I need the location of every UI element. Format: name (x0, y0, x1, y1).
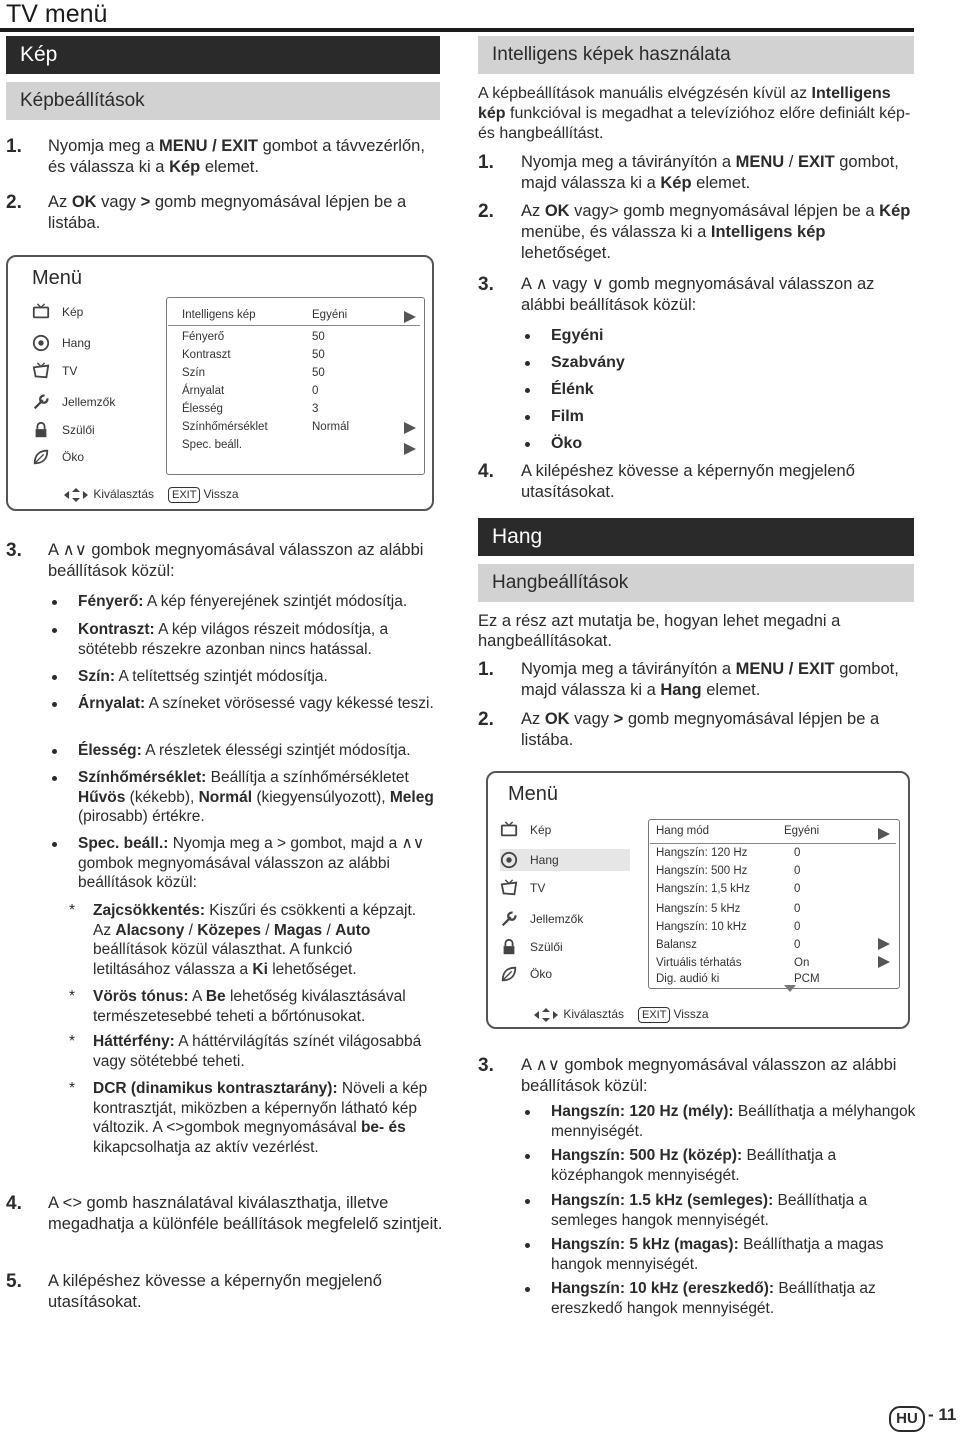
header-label: Hang mód (656, 825, 710, 837)
picture-menu-screenshot (6, 255, 434, 511)
menu-side-item[interactable] (32, 391, 162, 413)
step-text: Az OK vagy > gomb megnyomásával lépjen be a listába. (521, 710, 880, 749)
arrow-right-icon (404, 422, 416, 434)
settings-row-value: Normál (312, 421, 350, 433)
step-text: A ∧∨ gombok megnyomásával válasszon az alábbi beállítások közül: (521, 1056, 897, 1095)
settings-row-value: 3 (312, 403, 319, 415)
divider (168, 325, 420, 326)
tv-icon (32, 303, 50, 321)
preset-item: Öko (551, 435, 583, 452)
step-text: Nyomja meg a MENU / EXIT gombot a távvezérlőn, és válassza ki a Kép elemet. (48, 137, 425, 176)
menu-side-item-label: TV (530, 881, 546, 895)
settings-row-value: 0 (794, 883, 801, 895)
menu-side-item[interactable] (500, 963, 630, 985)
header-value: Egyéni (312, 309, 348, 321)
bullet-item: Fényerő: A kép fényerejének szintjét módosítja. (78, 592, 450, 612)
settings-row-label[interactable]: Kontraszt (182, 349, 231, 361)
menu-side-item-label: Hang (62, 336, 91, 350)
footer-select (62, 487, 154, 502)
menu-side-item[interactable] (500, 936, 630, 958)
preset-item: Élénk (551, 381, 594, 398)
header-value: Egyéni (784, 825, 820, 837)
step-number: 2. (6, 192, 22, 213)
preset-item: Szabvány (551, 354, 625, 371)
settings-row-value: 0 (794, 847, 801, 859)
bullet-item: Hangszín: 5 kHz (magas): Beállíthatja a magas hangok mennyiségét. (551, 1235, 921, 1274)
tv-icon (500, 821, 518, 839)
section-kep-header: Kép (6, 36, 440, 74)
sub-option-item: * Háttérfény: A háttérvilágítás színét világosabbá vagy sötétebbé teheti. (69, 1033, 422, 1070)
settings-row-value: 50 (312, 367, 325, 379)
footer-select-label: Kiválasztás (563, 1007, 625, 1021)
menu-side-item-label: Hang (530, 853, 559, 867)
menu-side-item-label: Szülői (62, 423, 95, 437)
menu-side-item[interactable] (500, 849, 630, 871)
settings-row-value: On (794, 957, 810, 969)
bullet-item: Hangszín: 120 Hz (mély): Beállíthatja a mélyhangok mennyiségét. (551, 1102, 921, 1141)
bullet-item: Színhőmérséklet: Beállítja a színhőmérsékletet Hűvös (kékebb), Normál (kiegyensúlyozott), Meleg (pirosabb) értékre. (78, 768, 450, 827)
header-label: Intelligens kép (182, 309, 256, 321)
settings-row-value: PCM (794, 973, 820, 985)
step-number: 4. (478, 461, 494, 482)
settings-row-value: 0 (794, 921, 801, 933)
bullet-item: Élesség: A részletek élességi szintjét módosítja. (78, 741, 450, 761)
settings-row-label[interactable]: Spec. beáll. (182, 439, 243, 451)
arrow-right-icon (404, 311, 416, 323)
step-text: Az OK vagy > gomb megnyomásával lépjen be a listába. (48, 193, 407, 232)
settings-row-label[interactable]: Dig. audió ki (656, 973, 720, 985)
footer-back (168, 487, 239, 503)
step-number: 2. (478, 201, 494, 222)
settings-row-label[interactable]: Balansz (656, 939, 697, 951)
lock-icon (500, 938, 518, 956)
title-rule (0, 28, 914, 32)
section-hang-header: Hang (478, 518, 914, 556)
arrow-right-icon (878, 938, 890, 950)
step-text: Az OK vagy> gomb megnyomásával lépjen be a Kép menübe, és válassza ki a Intelligens kép lehetőséget. (521, 202, 911, 262)
settings-row-label[interactable]: Virtuális térhatás (656, 957, 742, 969)
bullet-item: Hangszín: 10 kHz (ereszkedő): Beállíthatja az ereszkedő hangok mennyiségét. (551, 1279, 921, 1318)
arrow-right-icon (878, 956, 890, 968)
antenna-tv-icon (500, 879, 518, 897)
menu-side-item[interactable] (32, 360, 162, 382)
leaf-icon (500, 965, 518, 983)
step-text: Nyomja meg a távirányítón a MENU / EXIT gombot, majd válassza ki a Hang elemet. (521, 660, 899, 699)
bullet-item: Hangszín: 500 Hz (közép): Beállíthatja a középhangok mennyiségét. (551, 1146, 921, 1185)
menu-title: Menü (508, 783, 559, 805)
page-title: TV menü (6, 0, 108, 28)
step-number: 3. (478, 274, 494, 295)
menu-side-item[interactable] (32, 332, 162, 354)
antenna-tv-icon (32, 362, 50, 380)
menu-title: Menü (32, 267, 83, 289)
menu-side-item[interactable] (500, 908, 630, 930)
footer-back-label: Vissza (203, 487, 239, 501)
settings-row-label[interactable]: Szín (182, 367, 206, 379)
subsection-kepbeallitasok: Képbeállítások (6, 82, 440, 120)
lock-icon (32, 421, 50, 439)
footer-select (532, 1007, 624, 1022)
section-intelligens-header: Intelligens képek használata (478, 36, 914, 74)
menu-side-item-label: Kép (62, 305, 84, 319)
step-number: 4. (6, 1193, 22, 1214)
settings-row-label[interactable]: Hangszín: 1,5 kHz (656, 883, 750, 895)
menu-side-item[interactable] (32, 419, 162, 441)
menu-side-item[interactable] (500, 819, 630, 841)
step-number: 5. (6, 1271, 22, 1292)
menu-side-item[interactable] (32, 446, 162, 468)
navigate-icon (532, 1008, 560, 1022)
sub-option-item: * Vörös tónus: A Be lehetőség kiválasztásával természetesebbé teheti a bőrtónusokat. (69, 988, 406, 1025)
page-number: - 11 (928, 1405, 957, 1424)
bullet-item: Kontraszt: A kép világos részeit módosítja, a sötétebb részekre azonban nincs hatással. (78, 620, 450, 659)
footer-back (638, 1007, 709, 1023)
menu-side-item[interactable] (32, 301, 162, 323)
leaf-icon (32, 448, 50, 466)
bullet-item: Szín: A telítettség szintjét módosítja. (78, 667, 450, 687)
step-text: A <> gomb használatával kiválaszthatja, illetve megadhatja a különféle beállítások megfelelő szintjeit. (48, 1194, 443, 1233)
navigate-icon (62, 488, 90, 502)
intro-paragraph-2: Ez a rész azt mutatja be, hogyan lehet megadni a hangbeállításokat. (478, 612, 841, 650)
sub-option-item: * Zajcsökkentés: Kiszűri és csökkenti a képzajt. Az Alacsony / Közepes / Magas / Auto beállítások közül választhat. A funkció letiltásához válassza a Ki lehetőséget. (69, 902, 417, 978)
step-text: A ∧ vagy ∨ gomb megnyomásával válasszon az alábbi beállítások közül: (521, 275, 875, 314)
menu-side-item-label: Jellemzők (62, 395, 116, 409)
tools-icon (500, 910, 518, 928)
arrow-right-icon (878, 828, 890, 840)
settings-row-label[interactable]: Színhőmérséklet (182, 421, 268, 433)
settings-row-label[interactable]: Hangszín: 500 Hz (656, 865, 748, 877)
settings-row-value: 50 (312, 349, 325, 361)
exit-key-icon: EXIT (638, 1007, 670, 1023)
step-number: 3. (6, 540, 22, 561)
preset-item: Egyéni (551, 327, 604, 344)
menu-side-item-label: Kép (530, 823, 552, 837)
settings-row-label[interactable]: Árnyalat (182, 385, 225, 397)
sound-menu-screenshot (486, 771, 910, 1029)
exit-key-icon: EXIT (168, 487, 200, 503)
settings-row-value: 0 (794, 939, 801, 951)
preset-item: Film (551, 408, 584, 425)
settings-row-value: 0 (794, 903, 801, 915)
step-number: 1. (6, 136, 22, 157)
menu-side-item-label: Jellemzők (530, 912, 584, 926)
step-text: A kilépéshez kövesse a képernyőn megjelenő utasításokat. (48, 1272, 382, 1311)
settings-row-value: 0 (794, 865, 801, 877)
step-number: 1. (478, 659, 494, 680)
bullet-item: Hangszín: 1.5 kHz (semleges): Beállíthatja a semleges hangok mennyiségét. (551, 1191, 921, 1230)
menu-side-item-label: TV (62, 364, 78, 378)
menu-side-item-label: Szülői (530, 940, 563, 954)
language-badge: HU (889, 1406, 925, 1432)
settings-row-label[interactable]: Fényerő (182, 331, 225, 343)
footer-select-label: Kiválasztás (93, 487, 155, 501)
speaker-icon (32, 334, 50, 352)
step-text: A ∧∨ gombok megnyomásával válasszon az alábbi beállítások közül: (48, 541, 424, 580)
menu-side-item-label: Öko (530, 967, 553, 981)
arrow-right-icon (404, 443, 416, 455)
speaker-icon (500, 851, 518, 869)
step-text: Nyomja meg a távirányítón a MENU / EXIT gombot, majd válassza ki a Kép elemet. (521, 153, 899, 192)
settings-row-value: 50 (312, 331, 325, 343)
intro-paragraph: A képbeállítások manuális elvégzésén kívül az Intelligens kép funkcióval is megadhat a televízióhoz előre definiált kép- és hangbeállítást. (478, 85, 911, 142)
bullet-item: Spec. beáll.: Nyomja meg a > gombot, majd a ∧∨ gombok megnyomásával válasszon az alábbi beállítások közül: (78, 834, 450, 893)
scroll-down-icon (784, 985, 796, 992)
settings-row-label[interactable]: Hangszín: 120 Hz (656, 847, 748, 859)
settings-row-label[interactable]: Élesség (182, 403, 223, 415)
step-text: A kilépéshez kövesse a képernyőn megjelenő utasításokat. (521, 462, 855, 501)
footer-back-label: Vissza (673, 1007, 709, 1021)
subsection-hangbeallitasok: Hangbeállítások (478, 564, 914, 602)
menu-side-item[interactable] (500, 877, 630, 899)
step-number: 2. (478, 709, 494, 730)
divider (650, 843, 896, 844)
settings-row-label[interactable]: Hangszín: 10 kHz (656, 921, 747, 933)
step-number: 1. (478, 152, 494, 173)
settings-row-value: 0 (312, 385, 319, 397)
tools-icon (32, 393, 50, 411)
menu-side-item-label: Öko (62, 450, 85, 464)
sub-option-item: * DCR (dinamikus kontrasztarány): Növeli a kép kontrasztját, miközben a képernyőn látható kép változik. A <>gombok megnyomásával be- és kikapcsolhatja az aktív vezérlést. (69, 1080, 428, 1156)
bullet-item: Árnyalat: A színeket vörösessé vagy kékessé teszi. (78, 694, 450, 714)
step-number: 3. (478, 1055, 494, 1076)
settings-row-label[interactable]: Hangszín: 5 kHz (656, 903, 741, 915)
